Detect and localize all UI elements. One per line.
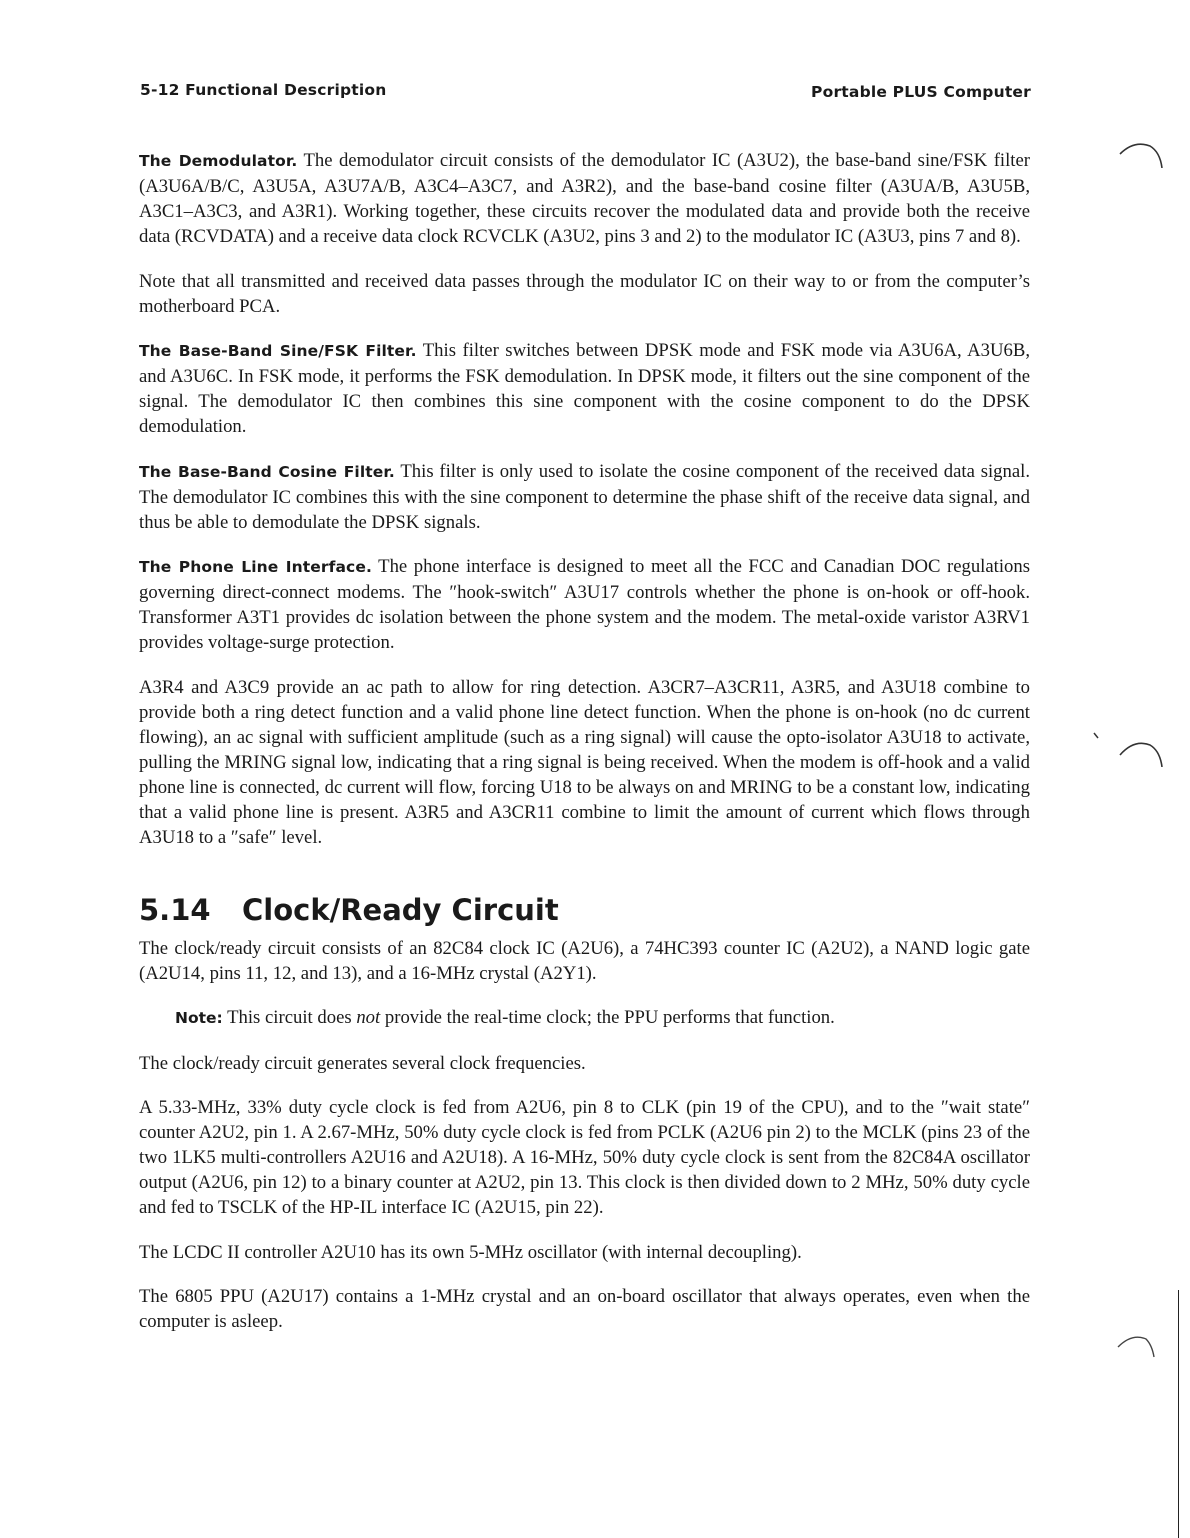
paragraph-clock-intro: The clock/ready circuit consists of an 82C84 clock IC (A2U6), a 74HC393 counter IC (A2U2), a NAND logic gate (A2U14, pins 11, 12, and 13), and a 16-MHz crystal (A2Y1). xyxy=(139,937,1030,984)
note-text-after: provide the real-time clock; the PPU performs that function. xyxy=(380,1007,835,1028)
paragraph-phone-line xyxy=(139,554,1030,655)
note-label: Note: xyxy=(175,1009,223,1027)
runin-heading: The Base-Band Sine/FSK Filter. xyxy=(139,342,417,360)
binder-hole-mark-icon xyxy=(1118,142,1164,168)
paragraph-sine-filter xyxy=(139,338,1030,439)
runin-heading: The Base-Band Cosine Filter. xyxy=(139,462,395,481)
page-body xyxy=(139,148,1030,1354)
section-title: Clock/Ready Circuit xyxy=(242,892,559,927)
section-heading xyxy=(139,894,1030,926)
paragraph-text: The phone interface is designed to meet all the FCC and Canadian DOC regulations governing direct-connect modems. The ″hook-switch″ A3U17 controls whether the phone is on-hook or off-hook. Transformer A3T1 provides dc isolation between the phone system and the modem. The metal-oxide varistor A3RV1 provides voltage-surge protection. xyxy=(139,556,1031,653)
paragraph-ring-detect: A3R4 and A3C9 provide an ac path to allow for ring detection. A3CR7–A3CR11, A3R5, and A3U18 combine to provide both a ring detect function and a valid phone line detect function. When the phone is on-hook (no dc current flowing), an ac signal with sufficient amplitude (such as a ring signal) will cause the opto-isolator A3U18 to activate, pulling the MRING signal low, indicating that a ring signal is being received. When the modem is off-hook and a valid phone line is connected, dc current will flow, forcing U18 to be always on and MRING to be a constant low, indicating that a valid phone line is present. A3R5 and A3CR11 combine to limit the amount of current which flows through A3U18 to a ″safe″ level. xyxy=(139,676,1030,848)
paragraph-cosine-filter xyxy=(139,459,1030,535)
runin-heading: The Phone Line Interface. xyxy=(139,558,372,576)
note-callout xyxy=(139,1005,1030,1031)
paragraph-lcdc-oscillator: The LCDC II controller A2U10 has its own 5-MHz oscillator (with internal decoupling). xyxy=(139,1241,802,1263)
runin-heading: The Demodulator. xyxy=(139,152,298,170)
paragraph-data-path-note: Note that all transmitted and received data passes through the modulator IC on their way to or from the computer’s motherboard PCA. xyxy=(139,270,1030,317)
scan-edge-line xyxy=(1178,1290,1179,1538)
note-text-before: This circuit does xyxy=(222,1007,357,1028)
binder-hole-mark-icon xyxy=(1118,741,1164,767)
header-book-title: Portable PLUS Computer xyxy=(811,83,1031,101)
paragraph-demodulator xyxy=(139,148,1030,249)
paragraph-text: This filter is only used to isolate the cosine component of the received data signal. The demodulator IC combines this with the sine component to determine the phase shift of the receive data signal, and thus be able to demodulate the DPSK signals. xyxy=(139,460,1030,533)
paragraph-ppu-oscillator: The 6805 PPU (A2U17) contains a 1-MHz crystal and an on-board oscillator that always operates, even when the computer is asleep. xyxy=(139,1286,1030,1332)
binder-hole-mark-icon xyxy=(1116,1335,1162,1361)
header-section-label: 5-12 Functional Description xyxy=(140,81,387,99)
scan-speck-icon xyxy=(1092,731,1102,741)
paragraph-text: The demodulator circuit consists of the demodulator IC (A3U2), the base-band sine/FSK filter (A3U6A/B/C, A3U5A, A3U7A/B, A3C4–A3C7, and A3R2), and the base-band cosine filter (A3UA/B, A3U5B, A3C1–A3C3, and A3R1). Working together, these circuits recover the modulated data and provide both the receive data (RCVDATA) and a receive data clock RCVCLK (A3U2, pins 3 and 2) to the modulator IC (A3U3, pins 7 and 8). xyxy=(139,150,1031,247)
note-emphasis: not xyxy=(356,1007,381,1028)
paragraph-clock-frequencies: A 5.33-MHz, 33% duty cycle clock is fed from A2U6, pin 8 to CLK (pin 19 of the CPU), and to the ″wait state″ counter A2U2, pin 1. A 2.67-MHz, 50% duty cycle clock is fed from PCLK (A2U6 pin 2) to the MCLK (pins 23 of the two 1LK5 multi-controllers A2U16 and A2U18). A 16-MHz, 50% duty cycle clock is sent from the 82C84A oscillator output (A2U6, pin 12) to a binary counter at A2U2, pin 13. This clock is then divided down to 2 MHz, 50% duty cycle and fed to TSCLK of the HP-IL interface IC (A2U15, pin 22). xyxy=(139,1097,1030,1218)
paragraph-clock-generates: The clock/ready circuit generates several clock frequencies. xyxy=(139,1052,586,1074)
section-number: 5.14 xyxy=(139,892,211,927)
paragraph-text: This filter switches between DPSK mode and FSK mode via A3U6A, A3U6B, and A3U6C. In FSK mode, it performs the FSK demodulation. In DPSK mode, it filters out the sine component of the signal. The demodulator IC then combines this sine component with the cosine component to do the DPSK demodulation. xyxy=(139,340,1030,437)
